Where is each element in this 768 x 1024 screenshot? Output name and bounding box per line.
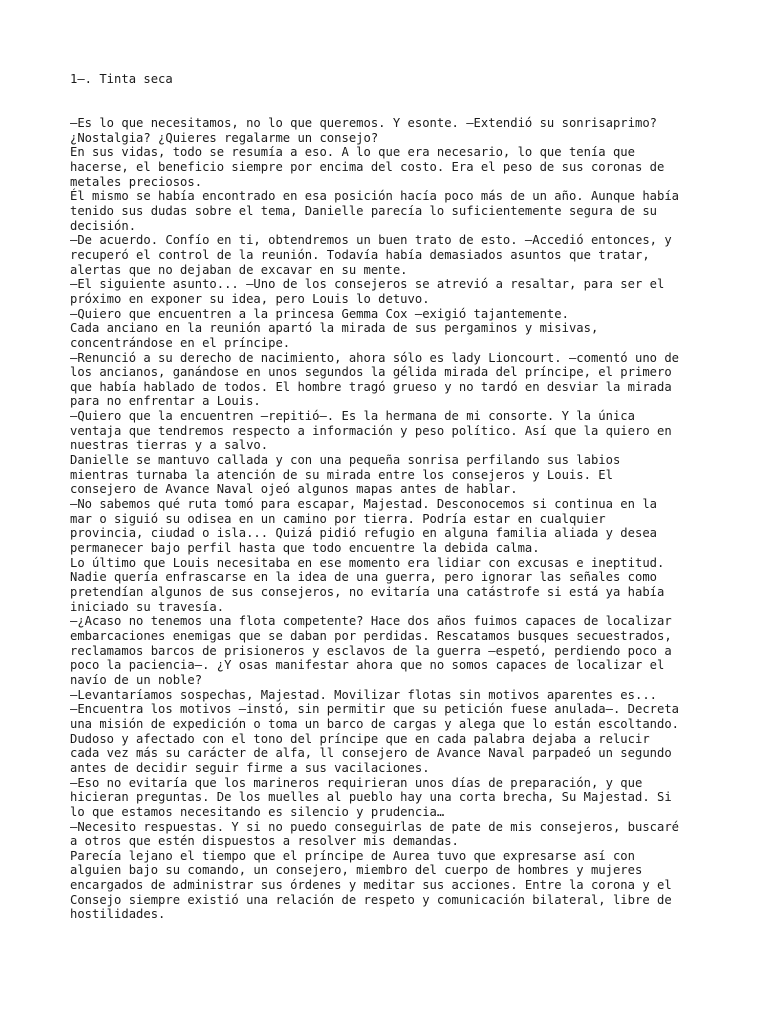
paragraph: —Es lo que necesitamos, no lo que queremos. Y esonte. —Extendió su sonrisaprimo? ¿Nostalgia? ¿Quieres regalarme un consejo?: [70, 116, 657, 145]
paragraph: —El siguiente asunto... —Uno de los consejeros se atrevió a resaltar, para ser el próximo en exponer su idea, pero Louis lo detuvo.: [70, 277, 665, 306]
chapter-heading: 1—. Tinta seca: [70, 72, 173, 86]
paragraph: —No sabemos qué ruta tomó para escapar, Majestad. Desconocemos si continua en la mar o siguió su odisea en un camino por tierra. Podría estar en cualquier provincia, ciudad o isla... Quizá pidió refugio en alguna familia aliada y desea permanecer bajo perfil hasta que todo encuentre la debida calma.: [70, 497, 657, 556]
paragraph: Parecía lejano el tiempo que el príncipe de Aurea tuvo que expresarse así con alguien bajo su comando, un consejero, miembro del cuerpo de hombres y mujeres encargados de administrar sus órdenes y meditar sus acciones. Entre la corona y el Consejo siempre existió una relación de respeto y comunicación bilateral, libre de hostilidades.: [70, 848, 672, 922]
paragraph: Dudoso y afectado con el tono del príncipe que en cada palabra dejaba a relucir cada vez más su carácter de alfa, ll consejero de Avance Naval parpadeó un segundo antes de decidir seguir firme a sus vacilaciones.: [70, 731, 672, 775]
paragraph: —Levantaríamos sospechas, Majestad. Movilizar flotas sin motivos aparentes es...: [70, 687, 657, 702]
paragraph: Cada anciano en la reunión apartó la mirada de sus pergaminos y misivas, concentrándose en el príncipe.: [70, 321, 599, 350]
paragraph: —Quiero que la encuentren —repitió—. Es la hermana de mi consorte. Y la única ventaja que tendremos respecto a información y peso político. Así que la quiero en nuestras tierras y a salvo.: [70, 409, 672, 453]
paragraph: —Necesito respuestas. Y si no puedo conseguirlas de pate de mis consejeros, buscaré a otros que estén dispuestos a resolver mis demandas.: [70, 819, 680, 849]
paragraph: —Encuentra los motivos —instó, sin permitir que su petición fuese anulada—. Decreta una misión de expedición o toma un barco de cargas y alega que lo están escoltando.: [70, 702, 680, 731]
paragraph: Danielle se mantuvo callada y con una pequeña sonrisa perfilando sus labios mientras turnaba la atención de su mirada entre los consejeros y Louis. El consejero de Avance Naval ojeó algunos mapas antes de hablar.: [70, 453, 621, 497]
paragraph: —Renunció a su derecho de nacimiento, ahora sólo es lady Lioncourt. —comentó uno de los ancianos, ganándose en unos segundos la gélida mirada del príncipe, el primero que había hablado de todos. El hombre tragó grueso y no tardó en desviar la mirada para no enfrentar a Louis.: [70, 350, 680, 409]
paragraph: Él mismo se había encontrado en esa posición hacía poco más de un año. Aunque había tenido sus dudas sobre el tema, Danielle parecía lo suficientemente segura de su decisión.: [70, 189, 680, 233]
paragraph: —Quiero que encuentren a la princesa Gemma Cox —exigió tajantemente.: [70, 306, 569, 321]
paragraph: —¿Acaso no tenemos una flota competente? Hace dos años fuimos capaces de localizar embarcaciones enemigas que se daban por perdidas. Rescatamos busques secuestrados, reclamamos barcos de prisioneros y esclavos de la guerra —espetó, perdiendo poco a poco la paciencia—. ¿Y osas manifestar ahora que no somos capaces de localizar el navío de un noble?: [70, 614, 672, 687]
paragraph: —De acuerdo. Confío en ti, obtendremos un buen trato de esto. —Accedió entonces, y recuperó el control de la reunión. Todavía había demasiados asuntos que tratar, alertas que no dejaban de excavar en su mente.: [70, 233, 672, 277]
paragraph: —Eso no evitaría que los marineros requirieran unos días de preparación, y que hicieran preguntas. De los muelles al pueblo hay una corta brecha, Su Majestad. Si lo que estamos necesitando es silencio y prudencia…: [70, 775, 672, 819]
document-body: [70, 116, 750, 922]
paragraph: Lo último que Louis necesitaba en ese momento era lidiar con excusas e ineptitud. Nadie quería enfrascarse en la idea de una guerra, pero ignorar las señales como pretendían algunos de sus consejeros, no evitaría una catástrofe si está ya había iniciado su travesía.: [70, 555, 665, 614]
paragraph: En sus vidas, todo se resumía a eso. A lo que era necesario, lo que tenía que hacerse, el beneficio siempre por encima del costo. Era el peso de sus coronas de metales preciosos.: [70, 145, 665, 189]
